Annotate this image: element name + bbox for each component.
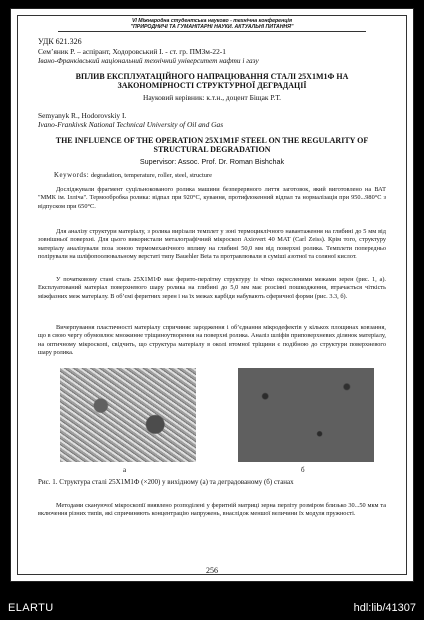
page-border	[17, 15, 407, 575]
conference-header	[18, 18, 406, 30]
paragraph-4: Вичерпування пластичності матеріалу спричиняє зародження і об’єднання мікродефектів у кількох площинах ковзання, що в свою чергу обумовлює множинне тріщиноутворення на поверхні ролика. Аналіз шліфів приповерхневих ділянок матеріалу, на оптичному мікроскопі, свідчить, що структура матеріалу в околі втомної тріщини є подібною до структури поверхневого шару ролика.	[38, 324, 386, 357]
footer-handle-id: hdl:lib/41307	[353, 602, 416, 614]
keywords-label: Keywords:	[54, 172, 90, 179]
figure-label-a: а	[123, 466, 127, 474]
keywords-list: degradation, temperature, roller, steel, structure	[90, 172, 212, 179]
institution-english: Ivano-Frankivsk National Technical University of Oil and Gas	[38, 120, 224, 129]
micrograph-degraded-image	[238, 368, 374, 462]
authors-english: Semyanyk R., Hodorovskiy I.	[38, 111, 127, 120]
title-english: THE INFLUENCE OF THE OPERATION 25X1M1F STEEL ON THE REGULARITY OF STRUCTURAL DEGRADATION	[55, 136, 369, 155]
paragraph-5: Методами скануючої мікроскопії виявлено розподілені у феритній матриці зерна перліту розміром близько 30...50 мкм та включення різних типів, які спричиняють концентрацію напружень, внаслідок меншої величини їх модуля пружності.	[38, 502, 386, 518]
udc-code: УДК 621.326	[38, 37, 82, 46]
page-number: 256	[206, 566, 218, 575]
header-divider	[58, 31, 366, 32]
micrograph-initial-image	[60, 368, 196, 462]
paragraph-1: Досліджували фрагмент суцільнокованого ролика машини безперервного лиття заготовок, який виготовлено на ВАТ "ММК ім. Ілліча". Термообробка ролика: відпал при 920°С, кування, протифлокенний відпал та нормалізація при 950...980°С з відпуском при 650°С.	[38, 186, 386, 210]
paragraph-3: У початковому стані сталь 25Х1М1Ф має ферито-перлітну структуру із чітко окресленими межами зерен (рис. 1, а). Експлуатований матеріал поверхневого шару ролика на глибині до 5,0 мм має розсіяні пошкодження, втрачається чіткість міжфазних меж матеріалу. В об’ємі феритних зерен і на їх межах карбіди набувають сферичної форми (рис. 3.3, б).	[38, 276, 386, 300]
figure-label-b: б	[301, 466, 305, 474]
document-page	[10, 8, 414, 582]
figure-caption: Рис. 1. Структура сталі 25Х1М1Ф (×200) у вихідному (а) та деградованому (б) станах	[38, 478, 294, 486]
conference-line-1: VI Міжнародна студентська науково - технічна конференція	[131, 18, 293, 24]
title-ukrainian: ВПЛИВ ЕКСПЛУАТАЦІЙНОГО НАПРАЦЮВАННЯ СТАЛІ 25Х1М1Ф НА ЗАКОНОМІРНОСТІ СТРУКТУРНОЇ ДЕГРАДАЦІЇ	[75, 72, 349, 91]
authors-ukrainian: Сем’яник Р. – аспірант, Ходоровський І. - ст. гр. ПМЗм-22-1	[38, 47, 226, 56]
footer-repository-name: ELARTU	[8, 602, 54, 614]
keywords	[54, 172, 386, 181]
paragraph-2: Для аналізу структури матеріалу, з ролика вирізали темплет у зоні термоциклічного навантаження на глибині до 5 мм від зовнішньої поверхні. Для цього використали металографічний мікроскоп Axiovert 40 MAT (Carl Zeiss). Крім того, структуру матеріалу аналізували поза зоною термомеханічного впливу на глибині 50,0 мм від поверхні ролика. Темплети попередньо полірували на шліфопоолювальному верстаті типу Bauehler Beta та протравлювали в суміші азотної та соляної кислот.	[38, 228, 386, 261]
conference-line-2: "ПРИРОДНИЧІ ТА ГУМАНІТАРНІ НАУКИ. АКТУАЛЬНІ ПИТАННЯ"	[130, 24, 294, 30]
institution-ukrainian: Івано-Франківський національний технічний університет нафти і газу	[38, 56, 259, 65]
supervisor-english: Supervisor: Assoc. Prof. Dr. Roman Bishchak	[139, 157, 285, 166]
supervisor-ukrainian: Науковий керівник: к.т.н., доцент Біщак Р.Т.	[143, 93, 281, 102]
